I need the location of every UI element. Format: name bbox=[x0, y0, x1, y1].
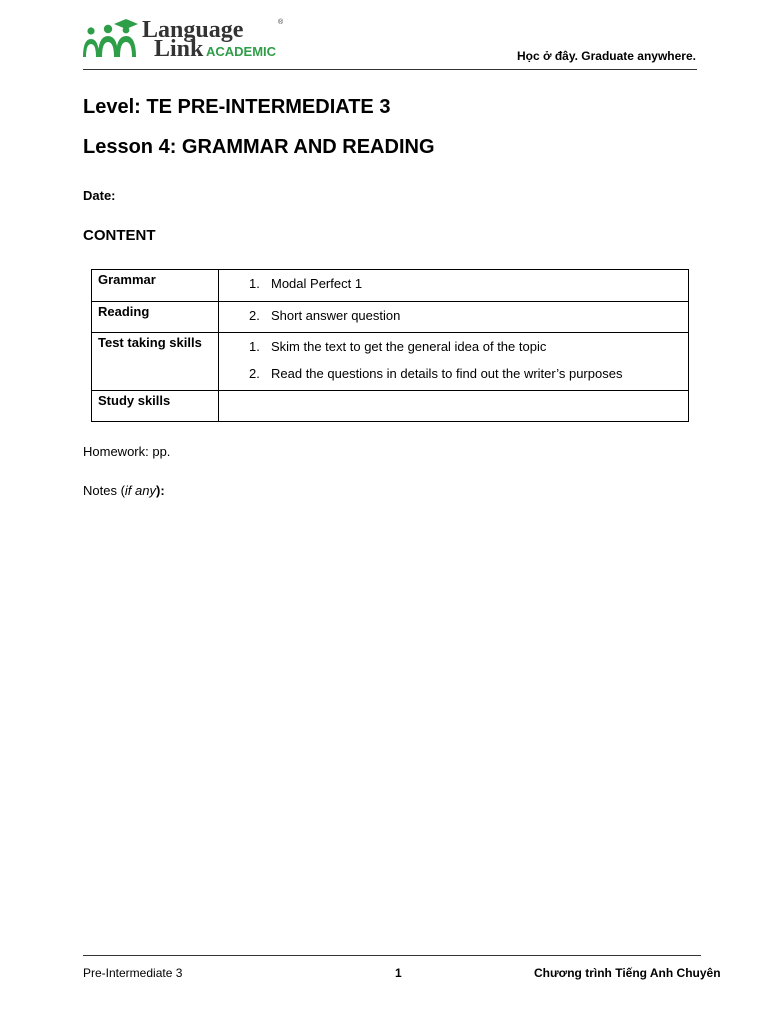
lesson-title: Lesson 4: GRAMMAR AND READING bbox=[83, 136, 435, 158]
list-item bbox=[249, 333, 688, 360]
header-divider bbox=[83, 69, 697, 70]
item-text: Read the questions in details to find out the writer’s purposes bbox=[271, 366, 623, 381]
row-label: Reading bbox=[92, 302, 219, 333]
notes-italic: if any bbox=[124, 483, 156, 498]
item-number: 2. bbox=[249, 366, 260, 381]
list-item bbox=[249, 270, 688, 297]
table-row-reading bbox=[92, 302, 689, 333]
notes-prefix: Notes ( bbox=[83, 483, 125, 498]
content-table bbox=[91, 269, 689, 422]
date-label: Date: bbox=[83, 188, 116, 203]
row-items bbox=[219, 333, 689, 391]
item-text: Short answer question bbox=[271, 308, 401, 323]
item-number: 2. bbox=[249, 308, 260, 323]
row-items bbox=[219, 302, 689, 333]
row-items-empty bbox=[219, 391, 689, 422]
item-number: 1. bbox=[249, 339, 260, 354]
logo-academic-text: ACADEMIC bbox=[206, 44, 277, 59]
list-item bbox=[249, 360, 688, 387]
homework-line: Homework: pp. bbox=[83, 444, 171, 459]
footer-divider bbox=[83, 955, 701, 956]
footer-page-number: 1 bbox=[395, 966, 402, 980]
item-text: Skim the text to get the general idea of the topic bbox=[271, 339, 547, 354]
row-items bbox=[219, 270, 689, 302]
item-text: Modal Perfect 1 bbox=[271, 276, 363, 291]
language-link-logo bbox=[82, 14, 287, 60]
table-row-grammar bbox=[92, 270, 689, 302]
row-label: Grammar bbox=[92, 270, 219, 302]
logo-link-text: Link bbox=[154, 36, 204, 60]
footer-course-name: Pre-Intermediate 3 bbox=[83, 966, 183, 980]
logo-registered-mark: ® bbox=[278, 19, 284, 26]
notes-line bbox=[83, 483, 165, 498]
list-item bbox=[249, 302, 688, 329]
header-tagline: Học ở đây. Graduate anywhere. bbox=[516, 49, 696, 63]
notes-suffix: ): bbox=[155, 483, 165, 498]
table-row-study-skills bbox=[92, 391, 689, 422]
content-heading: CONTENT bbox=[83, 227, 156, 244]
footer-program-name: Chương trình Tiếng Anh Chuyên bbox=[534, 966, 721, 980]
table-row-test-taking-skills bbox=[92, 333, 689, 391]
logo-language-text: Language bbox=[142, 17, 244, 43]
row-label: Test taking skills bbox=[92, 333, 219, 391]
item-number: 1. bbox=[249, 276, 260, 291]
level-title: Level: TE PRE-INTERMEDIATE 3 bbox=[83, 96, 391, 118]
row-label: Study skills bbox=[92, 391, 219, 422]
people-graduation-logo-icon bbox=[83, 19, 138, 57]
